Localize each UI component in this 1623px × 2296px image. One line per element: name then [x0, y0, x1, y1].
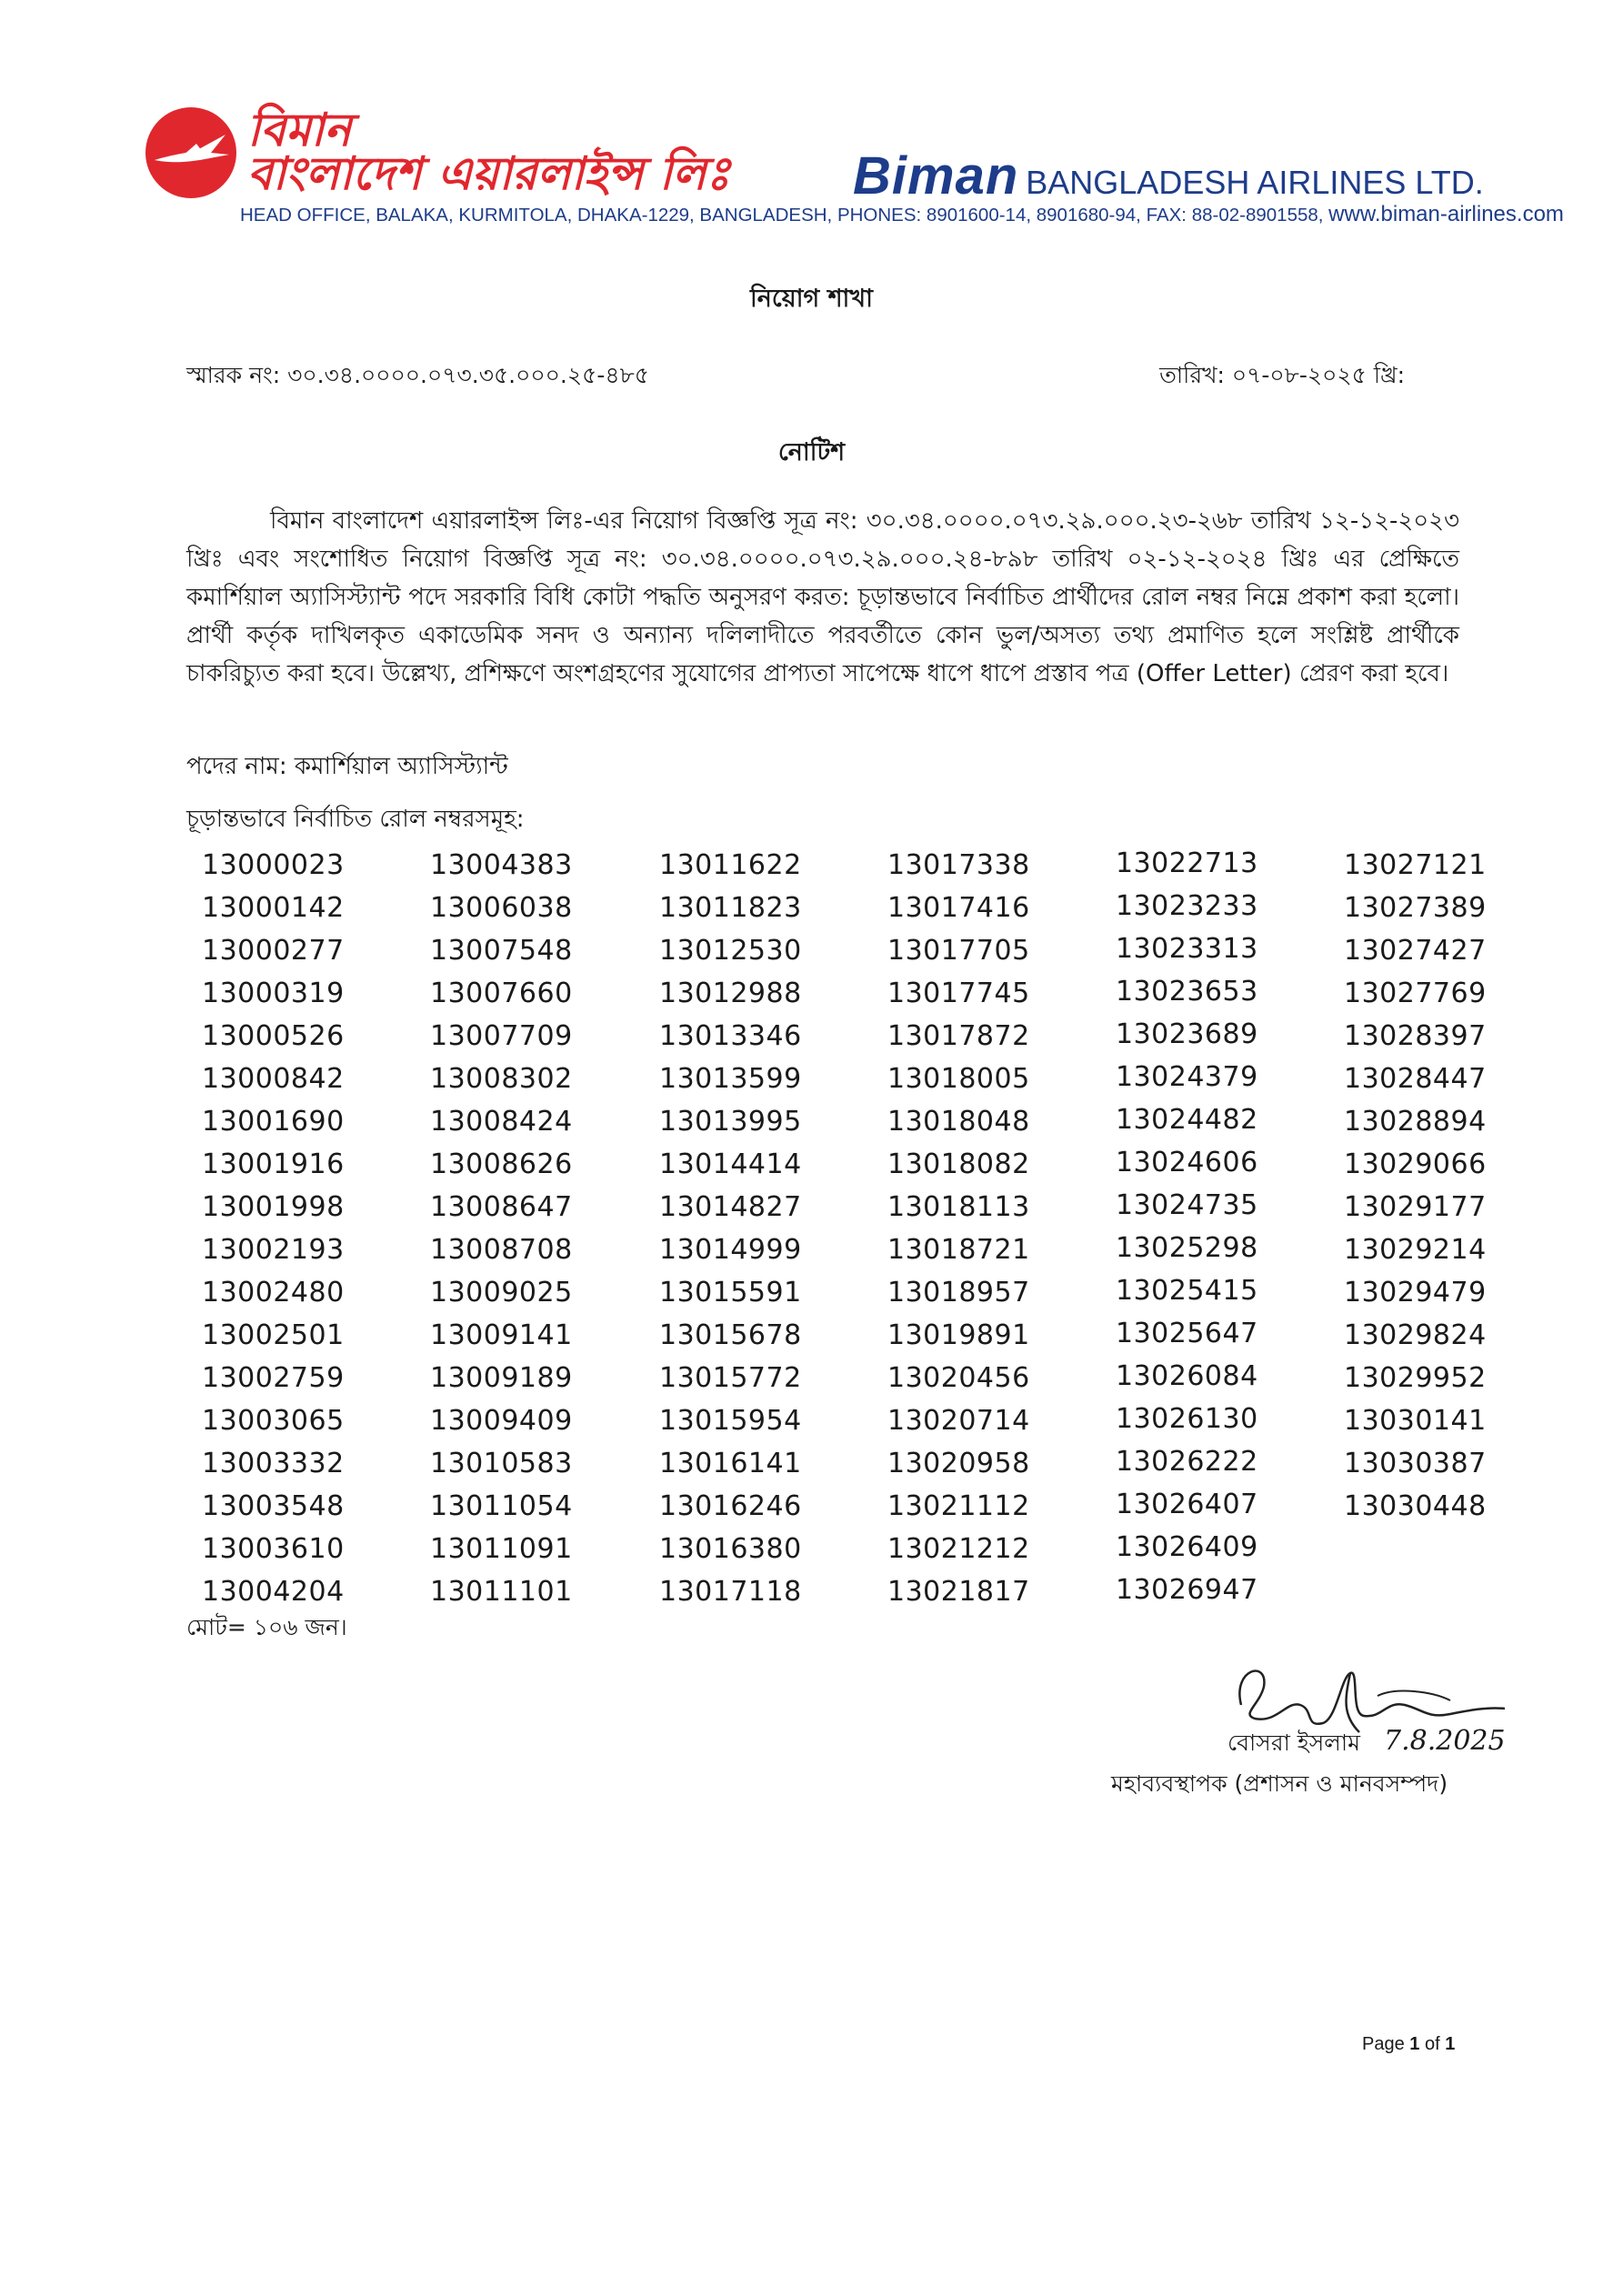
roll-number: 13008302 — [430, 1063, 573, 1095]
roll-number: 13016380 — [659, 1533, 802, 1565]
roll-number: 13017872 — [887, 1020, 1030, 1052]
roll-number: 13023653 — [1116, 976, 1258, 1008]
roll-number: 13000142 — [202, 892, 345, 924]
roll-number: 13029214 — [1344, 1234, 1487, 1266]
roll-column — [659, 844, 877, 1613]
roll-number: 13029066 — [1344, 1148, 1487, 1180]
roll-number: 13003610 — [202, 1533, 345, 1565]
roll-number: 13000023 — [202, 849, 345, 881]
roll-number: 13024379 — [1116, 1061, 1258, 1093]
roll-number: 13024735 — [1116, 1189, 1258, 1221]
roll-number: 13014827 — [659, 1191, 802, 1223]
roll-number: 13025415 — [1116, 1275, 1258, 1307]
roll-number: 13000319 — [202, 978, 345, 1009]
english-name-rest: BANGLADESH AIRLINES LTD. — [1026, 164, 1484, 201]
page-of: of — [1424, 2034, 1440, 2054]
roll-number: 13017338 — [887, 849, 1030, 881]
roll-number: 13016246 — [659, 1490, 802, 1522]
roll-number: 13009189 — [430, 1362, 573, 1394]
roll-number: 13011823 — [659, 892, 802, 924]
roll-number: 13007548 — [430, 935, 573, 967]
roll-number: 13026222 — [1116, 1446, 1258, 1478]
page-number — [1362, 2034, 1455, 2055]
roll-number: 13003548 — [202, 1490, 345, 1522]
roll-number: 13013346 — [659, 1020, 802, 1052]
signature-date: 7.8.2025 — [1384, 1725, 1506, 1757]
english-company-name — [853, 145, 1489, 206]
roll-column — [887, 844, 1106, 1613]
roll-number: 13018048 — [887, 1106, 1030, 1138]
roll-number: 13027121 — [1344, 849, 1487, 881]
roll-number: 13010583 — [430, 1448, 573, 1479]
bangla-name-line1: বিমান — [247, 104, 352, 156]
memo-date: তারিখ: ০৭-০৮-২০২৫ খ্রি: — [1159, 362, 1405, 388]
roll-number: 13007660 — [430, 978, 573, 1009]
letterhead — [145, 100, 1564, 236]
roll-number: 13025298 — [1116, 1232, 1258, 1264]
roll-number: 13008647 — [430, 1191, 573, 1223]
roll-number: 13014414 — [659, 1148, 802, 1180]
roll-number: 13020958 — [887, 1448, 1030, 1479]
roll-number: 13015772 — [659, 1362, 802, 1394]
memo-reference: স্মারক নং: ৩০.৩৪.০০০০.০৭৩.৩৫.০০০.২৫-৪৮৫ — [186, 362, 650, 388]
roll-number: 13017118 — [659, 1576, 802, 1608]
roll-number: 13001998 — [202, 1191, 345, 1223]
roll-number: 13017416 — [887, 892, 1030, 924]
notice-body: বিমান বাংলাদেশ এয়ারলাইন্স লিঃ-এর নিয়োগ বিজ্ঞপ্তি সূত্র নং: ৩০.৩৪.০০০০.০৭৩.২৯.০০০.২৩-২৬৮ তারিখ ১২-১২-২০২৩ খ্রিঃ এবং সংশোধিত নিয়োগ বিজ্ঞপ্তি সূত্র নং: ৩০.৩৪.০০০০.০৭৩.২৯.০০০.২৪-৮৯৮ তারিখ ০২-১২-২০২৪ খ্রিঃ এর প্রেক্ষিতে কমার্শিয়াল অ্যাসিস্ট্যান্ট পদে সরকারি বিধি কোটা পদ্ধতি অনুসরণ করত: চূড়ান্তভাবে নির্বাচিত প্রার্থীদের রোল নম্বর নিম্নে প্রকাশ করা হলো। প্রার্থী কর্তৃক দাখিলকৃত একাডেমিক সনদ ও অন্যান্য দলিলাদীতে পরবর্তীতে কোন ভুল/অসত্য তথ্য প্রমাণিত হলে সংশ্লিষ্ট প্রার্থীকে চাকরিচ্যুত করা হবে। উল্লেখ্য, প্রশিক্ষণে অংশগ্রহণের সুযোগের প্রাপ্যতা সাপেক্ষে ধাপে ধাপে প্রস্তাব পত্র (Offer Letter) প্রেরণ করা হবে। — [186, 507, 1459, 687]
roll-number: 13027769 — [1344, 978, 1487, 1009]
roll-number: 13020714 — [887, 1405, 1030, 1437]
roll-number: 13018721 — [887, 1234, 1030, 1266]
roll-number: 13012530 — [659, 935, 802, 967]
roll-number: 13021212 — [887, 1533, 1030, 1565]
bangla-company-name — [247, 104, 938, 200]
roll-number: 13026084 — [1116, 1360, 1258, 1392]
roll-number: 13011054 — [430, 1490, 573, 1522]
roll-number: 13018113 — [887, 1191, 1030, 1223]
bangla-name-line2: বাংলাদেশ এয়ারলাইন্স লিঃ — [247, 147, 731, 200]
selected-roll-label: চূড়ান্তভাবে নির্বাচিত রোল নম্বরসমূহ: — [186, 806, 525, 833]
head-office-address — [240, 202, 1564, 227]
roll-number: 13017745 — [887, 978, 1030, 1009]
roll-number: 13022713 — [1116, 847, 1258, 879]
roll-number: 13015678 — [659, 1319, 802, 1351]
roll-number: 13009025 — [430, 1277, 573, 1308]
roll-number: 13028447 — [1344, 1063, 1487, 1095]
roll-column — [430, 844, 648, 1613]
roll-number: 13030448 — [1344, 1490, 1487, 1522]
roll-number: 13028397 — [1344, 1020, 1487, 1052]
roll-number: 13023689 — [1116, 1018, 1258, 1050]
roll-number: 13004204 — [202, 1576, 345, 1608]
roll-number: 13000526 — [202, 1020, 345, 1052]
roll-number: 13023313 — [1116, 933, 1258, 965]
roll-column — [202, 844, 420, 1613]
roll-number: 13029824 — [1344, 1319, 1487, 1351]
roll-number: 13002193 — [202, 1234, 345, 1266]
roll-number: 13001916 — [202, 1148, 345, 1180]
roll-number: 13003065 — [202, 1405, 345, 1437]
roll-number: 13027389 — [1344, 892, 1487, 924]
roll-number: 13008424 — [430, 1106, 573, 1138]
roll-number: 13013599 — [659, 1063, 802, 1095]
page-current: 1 — [1409, 2034, 1420, 2054]
roll-number: 13014999 — [659, 1234, 802, 1266]
roll-number: 13026409 — [1116, 1531, 1258, 1563]
roll-number: 13021112 — [887, 1490, 1030, 1522]
roll-number: 13002501 — [202, 1319, 345, 1351]
roll-number: 13021817 — [887, 1576, 1030, 1608]
roll-number: 13006038 — [430, 892, 573, 924]
roll-number: 13028894 — [1344, 1106, 1487, 1138]
post-name: পদের নাম: কমার্শিয়াল অ্যাসিস্ট্যান্ট — [186, 753, 508, 780]
roll-number: 13007709 — [430, 1020, 573, 1052]
roll-number: 13015591 — [659, 1277, 802, 1308]
roll-number: 13008708 — [430, 1234, 573, 1266]
head-office-text: HEAD OFFICE, BALAKA, KURMITOLA, DHAKA-1229, BANGLADESH, PHONES: 8901600-14, 8901680-94, FAX: 88-02-8901558, — [240, 205, 1324, 226]
roll-number: 13019891 — [887, 1319, 1030, 1351]
roll-number: 13011622 — [659, 849, 802, 881]
roll-number: 13002759 — [202, 1362, 345, 1394]
roll-number: 13026947 — [1116, 1574, 1258, 1606]
total-count: মোট= ১০৬ জন। — [186, 1614, 347, 1640]
roll-number: 13003332 — [202, 1448, 345, 1479]
section-title: নিয়োগ শাখা — [750, 285, 873, 313]
roll-number: 13018957 — [887, 1277, 1030, 1308]
biman-logo-icon — [145, 107, 236, 198]
page-total: 1 — [1445, 2034, 1456, 2054]
roll-number-grid — [0, 844, 1623, 1608]
roll-number: 13009141 — [430, 1319, 573, 1351]
signatory-name: বোসরা ইসলাম — [1227, 1730, 1361, 1756]
roll-number: 13030387 — [1344, 1448, 1487, 1479]
roll-number: 13004383 — [430, 849, 573, 881]
roll-number: 13009409 — [430, 1405, 573, 1437]
roll-number: 13000842 — [202, 1063, 345, 1095]
roll-number: 13013995 — [659, 1106, 802, 1138]
roll-number: 13020456 — [887, 1362, 1030, 1394]
roll-number: 13011101 — [430, 1576, 573, 1608]
roll-number: 13000277 — [202, 935, 345, 967]
roll-number: 13023233 — [1116, 890, 1258, 922]
roll-number: 13016141 — [659, 1448, 802, 1479]
signatory-designation: মহাব্যবস্থাপক (প্রশাসন ও মানবসম্পদ) — [1111, 1770, 1448, 1797]
notice-title: নোটিশ — [777, 438, 846, 466]
roll-number: 13029952 — [1344, 1362, 1487, 1394]
roll-number: 13002480 — [202, 1277, 345, 1308]
roll-number: 13015954 — [659, 1405, 802, 1437]
roll-number: 13026130 — [1116, 1403, 1258, 1435]
roll-column — [1116, 842, 1334, 1611]
roll-number: 13027427 — [1344, 935, 1487, 967]
roll-number: 13018005 — [887, 1063, 1030, 1095]
roll-number: 13024606 — [1116, 1147, 1258, 1178]
roll-column — [1344, 844, 1562, 1528]
page-label: Page — [1362, 2034, 1405, 2054]
roll-number: 13024482 — [1116, 1104, 1258, 1136]
roll-number: 13012988 — [659, 978, 802, 1009]
roll-number: 13030141 — [1344, 1405, 1487, 1437]
memo-line — [186, 357, 1405, 396]
english-name-biman: Biman — [853, 146, 1019, 206]
roll-number: 13017705 — [887, 935, 1030, 967]
roll-number: 13008626 — [430, 1148, 573, 1180]
website-link[interactable]: www.biman-airlines.com — [1328, 202, 1564, 226]
roll-number: 13026407 — [1116, 1489, 1258, 1520]
roll-number: 13025647 — [1116, 1318, 1258, 1349]
roll-number: 13029479 — [1344, 1277, 1487, 1308]
roll-number: 13029177 — [1344, 1191, 1487, 1223]
roll-number: 13011091 — [430, 1533, 573, 1565]
roll-number: 13001690 — [202, 1106, 345, 1138]
roll-number: 13018082 — [887, 1148, 1030, 1180]
